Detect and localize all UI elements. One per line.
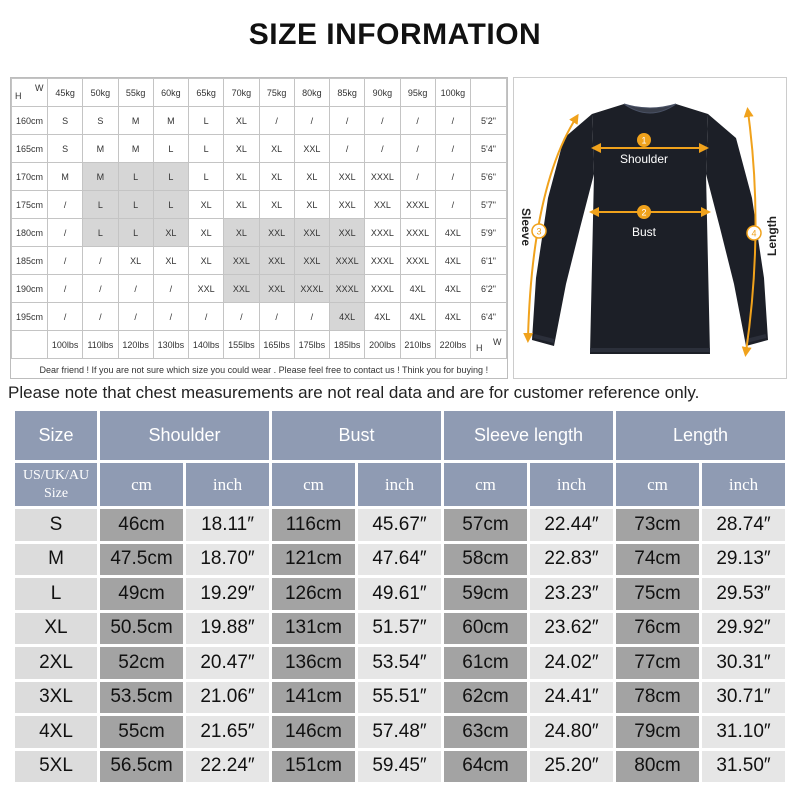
- weight-lbs-cell: 155lbs: [224, 331, 259, 359]
- measurement-cm-cell: 126cm: [272, 578, 355, 610]
- size-cell: XXXL: [365, 247, 400, 275]
- measurement-cm-cell: 57cm: [444, 509, 527, 541]
- measurement-inch-cell: 23.62″: [530, 613, 613, 645]
- measurement-cm-cell: 53.5cm: [100, 682, 183, 714]
- unit-inch: inch: [358, 463, 441, 506]
- size-cell: XXXL: [330, 247, 365, 275]
- measurement-inch-cell: 53.54″: [358, 647, 441, 679]
- height-cell: 185cm: [12, 247, 48, 275]
- measurement-inch-cell: 29.92″: [702, 613, 785, 645]
- size-cell: /: [365, 107, 400, 135]
- header-bust: Bust: [272, 411, 441, 460]
- measurement-cm-cell: 58cm: [444, 544, 527, 576]
- size-cell: XL: [189, 247, 224, 275]
- weight-lbs-cell: 220lbs: [435, 331, 470, 359]
- weight-lbs-cell: 140lbs: [189, 331, 224, 359]
- measurement-inch-cell: 18.11″: [186, 509, 269, 541]
- measurement-cm-cell: 64cm: [444, 751, 527, 783]
- size-cell: XXXL: [400, 219, 435, 247]
- size-cell: L: [153, 135, 188, 163]
- height-cell: 175cm: [12, 191, 48, 219]
- size-row: [15, 544, 785, 576]
- weight-kg-cell: 75kg: [259, 79, 294, 107]
- measurement-inch-cell: 31.10″: [702, 716, 785, 748]
- size-cell: L: [189, 163, 224, 191]
- measurement-cm-cell: 59cm: [444, 578, 527, 610]
- size-cell: /: [189, 303, 224, 331]
- size-cell: L: [118, 191, 153, 219]
- size-cell: L: [153, 163, 188, 191]
- weight-lbs-footer-row: [12, 331, 507, 359]
- size-cell: XXL: [294, 247, 329, 275]
- empty-cell: [471, 79, 507, 107]
- size-cell: /: [435, 163, 470, 191]
- size-cell: 4XL: [435, 275, 470, 303]
- measurement-cm-cell: 50.5cm: [100, 613, 183, 645]
- size-cell: /: [294, 107, 329, 135]
- empty-cell: [12, 331, 48, 359]
- size-cell: S: [48, 107, 83, 135]
- corner-h-label: H: [15, 91, 22, 101]
- height-ft-cell: 6'2": [471, 275, 507, 303]
- size-row: [15, 509, 785, 541]
- size-cell: XL: [259, 163, 294, 191]
- measurement-inch-cell: 30.31″: [702, 647, 785, 679]
- size-cell: /: [435, 191, 470, 219]
- size-row: [15, 682, 785, 714]
- weight-kg-cell: 45kg: [48, 79, 83, 107]
- weight-kg-header-row: [12, 79, 507, 107]
- size-label-cell: M: [15, 544, 97, 576]
- measurement-cm-cell: 46cm: [100, 509, 183, 541]
- unit-inch: inch: [530, 463, 613, 506]
- weight-kg-cell: 85kg: [330, 79, 365, 107]
- size-cell: XL: [294, 163, 329, 191]
- size-cell: L: [189, 107, 224, 135]
- weight-kg-cell: 55kg: [118, 79, 153, 107]
- header-size: Size: [15, 411, 97, 460]
- measurement-cm-cell: 56.5cm: [100, 751, 183, 783]
- size-cell: /: [153, 303, 188, 331]
- size-cell: M: [83, 163, 118, 191]
- measurement-cm-cell: 74cm: [616, 544, 699, 576]
- size-cell: XL: [224, 135, 259, 163]
- measurement-inch-cell: 25.20″: [530, 751, 613, 783]
- measurement-inch-cell: 22.24″: [186, 751, 269, 783]
- measurement-cm-cell: 60cm: [444, 613, 527, 645]
- size-label-cell: 4XL: [15, 716, 97, 748]
- size-cell: /: [48, 303, 83, 331]
- height-row: [12, 247, 507, 275]
- measurement-cm-cell: 77cm: [616, 647, 699, 679]
- measurement-inch-cell: 57.48″: [358, 716, 441, 748]
- size-cell: XXL: [189, 275, 224, 303]
- unit-cm: cm: [100, 463, 183, 506]
- measurement-cm-cell: 78cm: [616, 682, 699, 714]
- sweater-illustration: [514, 78, 786, 378]
- size-cell: S: [83, 107, 118, 135]
- measurement-inch-cell: 31.50″: [702, 751, 785, 783]
- size-label-cell: XL: [15, 613, 97, 645]
- weight-lbs-cell: 200lbs: [365, 331, 400, 359]
- size-cell: XL: [259, 191, 294, 219]
- size-cell: /: [259, 303, 294, 331]
- height-ft-cell: 5'4": [471, 135, 507, 163]
- size-cell: /: [83, 303, 118, 331]
- size-cell: XXL: [259, 219, 294, 247]
- size-cell: /: [259, 107, 294, 135]
- measurement-inch-cell: 22.44″: [530, 509, 613, 541]
- size-cell: XXL: [224, 247, 259, 275]
- measurement-cm-cell: 131cm: [272, 613, 355, 645]
- size-cell: XXL: [259, 275, 294, 303]
- size-cell: L: [118, 163, 153, 191]
- weight-kg-cell: 95kg: [400, 79, 435, 107]
- size-label-cell: 2XL: [15, 647, 97, 679]
- measurement-cm-cell: 73cm: [616, 509, 699, 541]
- size-cell: /: [83, 247, 118, 275]
- weight-kg-cell: 65kg: [189, 79, 224, 107]
- size-cell: S: [48, 135, 83, 163]
- measurement-inch-cell: 47.64″: [358, 544, 441, 576]
- corner-cell: [12, 79, 48, 107]
- shoulder-label: Shoulder: [619, 152, 669, 166]
- measurement-inch-cell: 49.61″: [358, 578, 441, 610]
- weight-kg-cell: 60kg: [153, 79, 188, 107]
- size-cell: /: [118, 275, 153, 303]
- size-cell: 4XL: [365, 303, 400, 331]
- size-cell: XXL: [365, 191, 400, 219]
- height-row: [12, 135, 507, 163]
- size-cell: XXXL: [365, 275, 400, 303]
- height-row: [12, 219, 507, 247]
- size-cell: XXL: [330, 163, 365, 191]
- weight-kg-cell: 80kg: [294, 79, 329, 107]
- size-row: [15, 613, 785, 645]
- weight-lbs-cell: 100lbs: [48, 331, 83, 359]
- measurement-inch-cell: 29.13″: [702, 544, 785, 576]
- corner-w-label: W: [493, 337, 502, 347]
- buying-note: Dear friend ! If you are not sure which size you could wear . Please feel free to contact us ! Think you for buying !: [39, 365, 489, 375]
- size-cell: XXXL: [365, 163, 400, 191]
- size-row: [15, 647, 785, 679]
- size-cell: XL: [118, 247, 153, 275]
- size-row: [15, 751, 785, 783]
- height-ft-cell: 5'2": [471, 107, 507, 135]
- header-sleeve-length: Sleeve length: [444, 411, 613, 460]
- measurement-inch-cell: 21.65″: [186, 716, 269, 748]
- header-length: Length: [616, 411, 785, 460]
- marker-1-label: 1: [641, 135, 647, 146]
- height-ft-cell: 6'4": [471, 303, 507, 331]
- size-cell: L: [153, 191, 188, 219]
- size-region-line: Size: [43, 485, 69, 501]
- measurement-cm-cell: 61cm: [444, 647, 527, 679]
- measurement-cm-cell: 136cm: [272, 647, 355, 679]
- height-ft-cell: 5'7": [471, 191, 507, 219]
- weight-kg-cell: 90kg: [365, 79, 400, 107]
- height-row: [12, 275, 507, 303]
- unit-cm: cm: [444, 463, 527, 506]
- measurement-cm-cell: 80cm: [616, 751, 699, 783]
- weight-lbs-cell: 210lbs: [400, 331, 435, 359]
- size-cell: XXL: [224, 275, 259, 303]
- weight-lbs-cell: 165lbs: [259, 331, 294, 359]
- size-cell: XL: [224, 107, 259, 135]
- measurement-cm-cell: 75cm: [616, 578, 699, 610]
- size-cell: /: [83, 275, 118, 303]
- size-cell: M: [118, 107, 153, 135]
- size-cell: /: [400, 135, 435, 163]
- measurement-cm-cell: 52cm: [100, 647, 183, 679]
- size-cell: /: [224, 303, 259, 331]
- weight-kg-cell: 50kg: [83, 79, 118, 107]
- corner-cell-bottom: [471, 331, 507, 359]
- size-cell: 4XL: [330, 303, 365, 331]
- size-cell: /: [153, 275, 188, 303]
- header-shoulder: Shoulder: [100, 411, 269, 460]
- measurement-inch-cell: 21.06″: [186, 682, 269, 714]
- height-cell: 190cm: [12, 275, 48, 303]
- height-ft-cell: 5'6": [471, 163, 507, 191]
- weight-kg-cell: 100kg: [435, 79, 470, 107]
- height-cell: 180cm: [12, 219, 48, 247]
- height-cell: 160cm: [12, 107, 48, 135]
- size-cell: L: [83, 191, 118, 219]
- measurement-cm-cell: 47.5cm: [100, 544, 183, 576]
- marker-3-label: 3: [536, 226, 542, 237]
- size-cell: XXL: [330, 191, 365, 219]
- size-cell: XL: [294, 191, 329, 219]
- length-label: Length: [765, 216, 779, 256]
- size-cell: M: [83, 135, 118, 163]
- size-cell: XL: [224, 219, 259, 247]
- size-cell: L: [118, 219, 153, 247]
- size-cell: XXXL: [330, 275, 365, 303]
- measurement-cm-cell: 62cm: [444, 682, 527, 714]
- size-label-cell: L: [15, 578, 97, 610]
- height-cell: 165cm: [12, 135, 48, 163]
- size-cell: /: [48, 219, 83, 247]
- size-cell: /: [48, 275, 83, 303]
- measurement-inch-cell: 23.23″: [530, 578, 613, 610]
- size-label-cell: 5XL: [15, 751, 97, 783]
- size-row: [15, 578, 785, 610]
- size-table-unit-row: [15, 463, 785, 506]
- size-cell: M: [118, 135, 153, 163]
- size-cell: M: [153, 107, 188, 135]
- measurement-cm-cell: 63cm: [444, 716, 527, 748]
- measurement-inch-cell: 28.74″: [702, 509, 785, 541]
- size-cell: XXXL: [294, 275, 329, 303]
- height-row: [12, 303, 507, 331]
- size-cell: 4XL: [400, 303, 435, 331]
- marker-4-label: 4: [751, 228, 757, 239]
- size-cell: /: [365, 135, 400, 163]
- measurement-inch-cell: 29.53″: [702, 578, 785, 610]
- size-cell: XXXL: [400, 247, 435, 275]
- height-ft-cell: 6'1": [471, 247, 507, 275]
- size-cell: /: [435, 135, 470, 163]
- size-row: [15, 716, 785, 748]
- unit-cm: cm: [272, 463, 355, 506]
- size-cell: /: [294, 303, 329, 331]
- measurement-inch-cell: 18.70″: [186, 544, 269, 576]
- measurement-inch-cell: 51.57″: [358, 613, 441, 645]
- size-cell: XL: [259, 135, 294, 163]
- measurement-cm-cell: 146cm: [272, 716, 355, 748]
- size-cell: /: [48, 247, 83, 275]
- page-title: SIZE INFORMATION: [248, 18, 542, 51]
- weight-lbs-cell: 130lbs: [153, 331, 188, 359]
- measurement-inch-cell: 55.51″: [358, 682, 441, 714]
- size-cell: XL: [189, 219, 224, 247]
- size-cell: 4XL: [435, 247, 470, 275]
- size-cell: XXL: [259, 247, 294, 275]
- size-label-cell: 3XL: [15, 682, 97, 714]
- size-cell: /: [330, 107, 365, 135]
- measurement-inch-cell: 24.02″: [530, 647, 613, 679]
- sleeve-label: Sleeve: [519, 208, 533, 247]
- height-ft-cell: 5'9": [471, 219, 507, 247]
- size-cell: XL: [224, 191, 259, 219]
- size-cell: XL: [224, 163, 259, 191]
- size-cell: 4XL: [435, 219, 470, 247]
- measurement-cm-cell: 79cm: [616, 716, 699, 748]
- height-cell: 195cm: [12, 303, 48, 331]
- measurement-inch-cell: 24.80″: [530, 716, 613, 748]
- unit-inch: inch: [186, 463, 269, 506]
- header-size-region: [15, 463, 97, 506]
- size-cell: XXXL: [365, 219, 400, 247]
- size-cell: /: [48, 191, 83, 219]
- measurement-inch-cell: 20.47″: [186, 647, 269, 679]
- size-measurement-table: [12, 408, 788, 785]
- size-cell: /: [118, 303, 153, 331]
- measurement-inch-cell: 30.71″: [702, 682, 785, 714]
- height-row: [12, 163, 507, 191]
- size-table-header-row: [15, 411, 785, 460]
- size-cell: /: [330, 135, 365, 163]
- weight-lbs-cell: 185lbs: [330, 331, 365, 359]
- size-cell: XL: [153, 247, 188, 275]
- measurement-inch-cell: 24.41″: [530, 682, 613, 714]
- size-cell: /: [435, 107, 470, 135]
- size-cell: 4XL: [400, 275, 435, 303]
- height-weight-chart: [10, 77, 508, 379]
- weight-lbs-cell: 110lbs: [83, 331, 118, 359]
- size-cell: L: [189, 135, 224, 163]
- size-cell: /: [400, 163, 435, 191]
- measurement-inch-cell: 22.83″: [530, 544, 613, 576]
- measurement-inch-cell: 19.29″: [186, 578, 269, 610]
- measurement-cm-cell: 141cm: [272, 682, 355, 714]
- height-row: [12, 107, 507, 135]
- size-cell: XXXL: [400, 191, 435, 219]
- measurement-cm-cell: 116cm: [272, 509, 355, 541]
- corner-h-label: H: [476, 343, 483, 353]
- unit-cm: cm: [616, 463, 699, 506]
- weight-lbs-cell: 175lbs: [294, 331, 329, 359]
- size-cell: 4XL: [435, 303, 470, 331]
- measurement-inch-cell: 45.67″: [358, 509, 441, 541]
- size-cell: XL: [153, 219, 188, 247]
- measurement-inch-cell: 19.88″: [186, 613, 269, 645]
- measurement-cm-cell: 55cm: [100, 716, 183, 748]
- size-label-cell: S: [15, 509, 97, 541]
- disclaimer-text: Please note that chest measurements are not real data and are for customer reference only.: [8, 383, 700, 402]
- size-cell: M: [48, 163, 83, 191]
- height-cell: 170cm: [12, 163, 48, 191]
- size-cell: XL: [189, 191, 224, 219]
- size-region-line: US/UK/AU: [22, 467, 90, 483]
- unit-inch: inch: [702, 463, 785, 506]
- size-cell: XXL: [330, 219, 365, 247]
- size-cell: L: [83, 219, 118, 247]
- measurement-cm-cell: 151cm: [272, 751, 355, 783]
- marker-2-label: 2: [641, 207, 647, 218]
- measurement-cm-cell: 76cm: [616, 613, 699, 645]
- size-cell: XXL: [294, 219, 329, 247]
- weight-kg-cell: 70kg: [224, 79, 259, 107]
- garment-diagram: [513, 77, 787, 379]
- weight-lbs-cell: 120lbs: [118, 331, 153, 359]
- size-cell: XXL: [294, 135, 329, 163]
- height-row: [12, 191, 507, 219]
- measurement-cm-cell: 49cm: [100, 578, 183, 610]
- size-cell: /: [400, 107, 435, 135]
- measurement-inch-cell: 59.45″: [358, 751, 441, 783]
- corner-w-label: W: [35, 83, 44, 93]
- bust-label: Bust: [631, 225, 657, 239]
- measurement-cm-cell: 121cm: [272, 544, 355, 576]
